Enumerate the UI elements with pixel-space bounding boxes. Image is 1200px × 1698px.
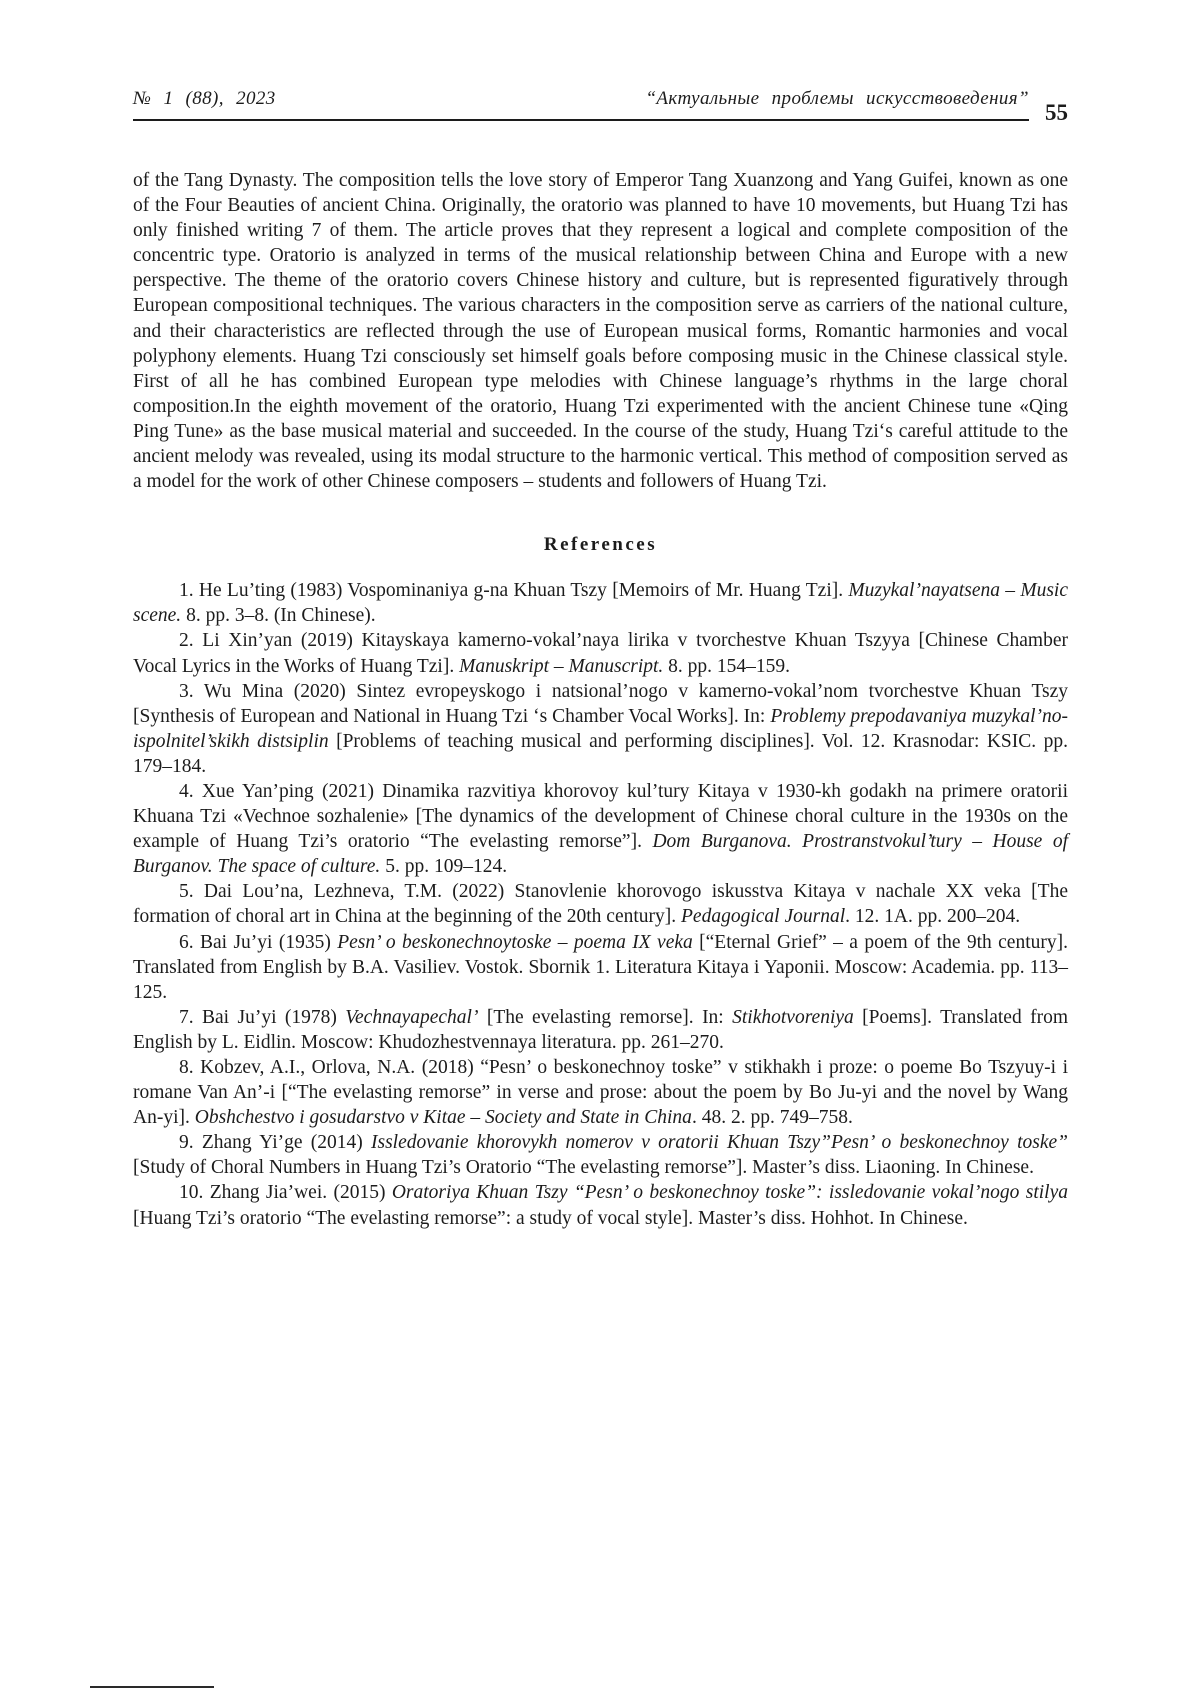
reference-item: 4. Xue Yan’ping (2021) Dinamika razvitiya khorovoy kul’tury Kitaya v 1930-kh godakh na primere oratorii Khuana Tzi «Vechnoe sozhalenie» [The dynamics of the development of Chinese choral culture in the 1930s on the example of Huang Tzi’s oratorio “The evelasting remorse”]. Dom Burganova. Prostranstvokul’tury – House of Burganov. The space of culture. 5. pp. 109–124. [133,780,1068,878]
reference-item: 3. Wu Mina (2020) Sintez evropeyskogo i natsional’nogo v kamerno-vokal’nom tvorchestve Khuan Tszy [Synthesis of European and National in Huang Tzi ‘s Chamber Vocal Works]. In: Problemy prepodavaniya muzykal’no-ispolnitel’skikh distsiplin [Problems of teaching musical and performing disciplines]. Vol. 12. Krasnodar: KSIC. pp. 179–184. [133,680,1068,777]
references-list [133,578,1068,1230]
scan-artifact-line [90,1686,214,1688]
references-heading: References [543,534,658,556]
reference-item: 10. Zhang Jia’wei. (2015) Oratoriya Khuan Tszy “Pesn’ o beskonechnoy toske”: issledovanie vokal’nogo stilya [Huang Tzi’s oratorio “The evelasting remorse”: a study of vocal style]. Master’s diss. Hohhot. In Chinese. [133,1182,1069,1229]
page-body [133,168,1068,1231]
reference-item: 5. Dai Lou’na, Lezhneva, T.M. (2022) Stanovlenie khorovogo iskusstva Kitaya v nachale XX veka [The formation of choral art in China at the beginning of the 20th century]. Pedagogical Journal. 12. 1A. pp. 200–204. [133,881,1068,928]
page-header [133,88,1068,125]
reference-item: 9. Zhang Yi’ge (2014) Issledovanie khorovykh nomerov v oratorii Khuan Tszy”Pesn’ o beskonechnoy toske” [Study of Choral Numbers in Huang Tzi’s Oratorio “The evelasting remorse”]. Master’s diss. Liaoning. In Chinese. [133,1132,1068,1179]
reference-item: 1. He Lu’ting (1983) Vospominaniya g-na Khuan Tszy [Memoirs of Mr. Huang Tzi]. Muzykal’nayatsena – Music scene. 8. pp. 3–8. (In Chinese). [133,580,1069,627]
header-rule [133,88,1029,121]
reference-item: 2. Li Xin’yan (2019) Kitayskaya kamerno-vokal’naya lirika v tvorchestve Khuan Tszyya [Chinese Chamber Vocal Lyrics in the Works of Huang Tzi]. Manuskript – Manuscript. 8. pp. 154–159. [133,630,1068,677]
reference-item: 6. Bai Ju’yi (1935) Pesn’ o beskonechnoytoske – poema IX veka [“Eternal Grief” – a poem of the 9th century]. Translated from English by B.A. Vasiliev. Vostok. Sbornik 1. Literatura Kitaya i Yaponii. Moscow: Academia. pp. 113–125. [133,931,1068,1003]
abstract-paragraph: of the Tang Dynasty. The composition tells the love story of Emperor Tang Xuanzong and Yang Guifei, known as one of the Four Beauties of ancient China. Originally, the oratorio was planned to have 10 movements, but Huang Tzi has only finished writing 7 of them. The article proves that they represent a logical and complete composition of the concentric type. Oratorio is analyzed in terms of the musical relationship between China and Europe with a new perspective. The theme of the oratorio covers Chinese history and culture, but is represented figuratively through European compositional techniques. The various characters in the composition serve as carriers of the national culture, and their characteristics are reflected through the use of European musical forms, Romantic harmonies and vocal polyphony elements. Huang Tzi consciously set himself goals before composing music in the Chinese classical style. First of all he has combined European type melodies with Chinese language’s rhythms in the large choral composition.In the eighth movement of the oratorio, Huang Tzi experimented with the ancient Chinese tune «Qing Ping Tune» as the base musical material and succeeded. In the course of the study, Huang Tzi‘s careful attitude to the ancient melody was revealed, using its modal structure to the harmonic vertical. This method of composition served as a model for the work of other Chinese composers – students and followers of Huang Tzi. [133,170,1068,493]
page-number: 55 [1045,100,1068,125]
reference-item: 7. Bai Ju’yi (1978) Vechnayapechal’ [The evelasting remorse]. In: Stikhotvoreniya [Poems]. Translated from English by L. Eidlin. Moscow: Khudozhestvennaya literatura. pp. 261–270. [133,1006,1068,1053]
journal-title: “Актуальные проблемы искусствоведения” [645,88,1029,109]
reference-item: 8. Kobzev, A.I., Orlova, N.A. (2018) “Pesn’ o beskonechnoy toske” v stikhakh i proze: o poeme Bo Tszyuy-i i romane Van An’-i [“The evelasting remorse” in verse and prose: about the poem by Bo Ju-yi and the novel by Wang An-yi]. Obshchestvo i gosudarstvo v Kitae – Society and State in China. 48. 2. pp. 749–758. [133,1057,1068,1129]
issue-number: № 1 (88), 2023 [133,88,276,109]
